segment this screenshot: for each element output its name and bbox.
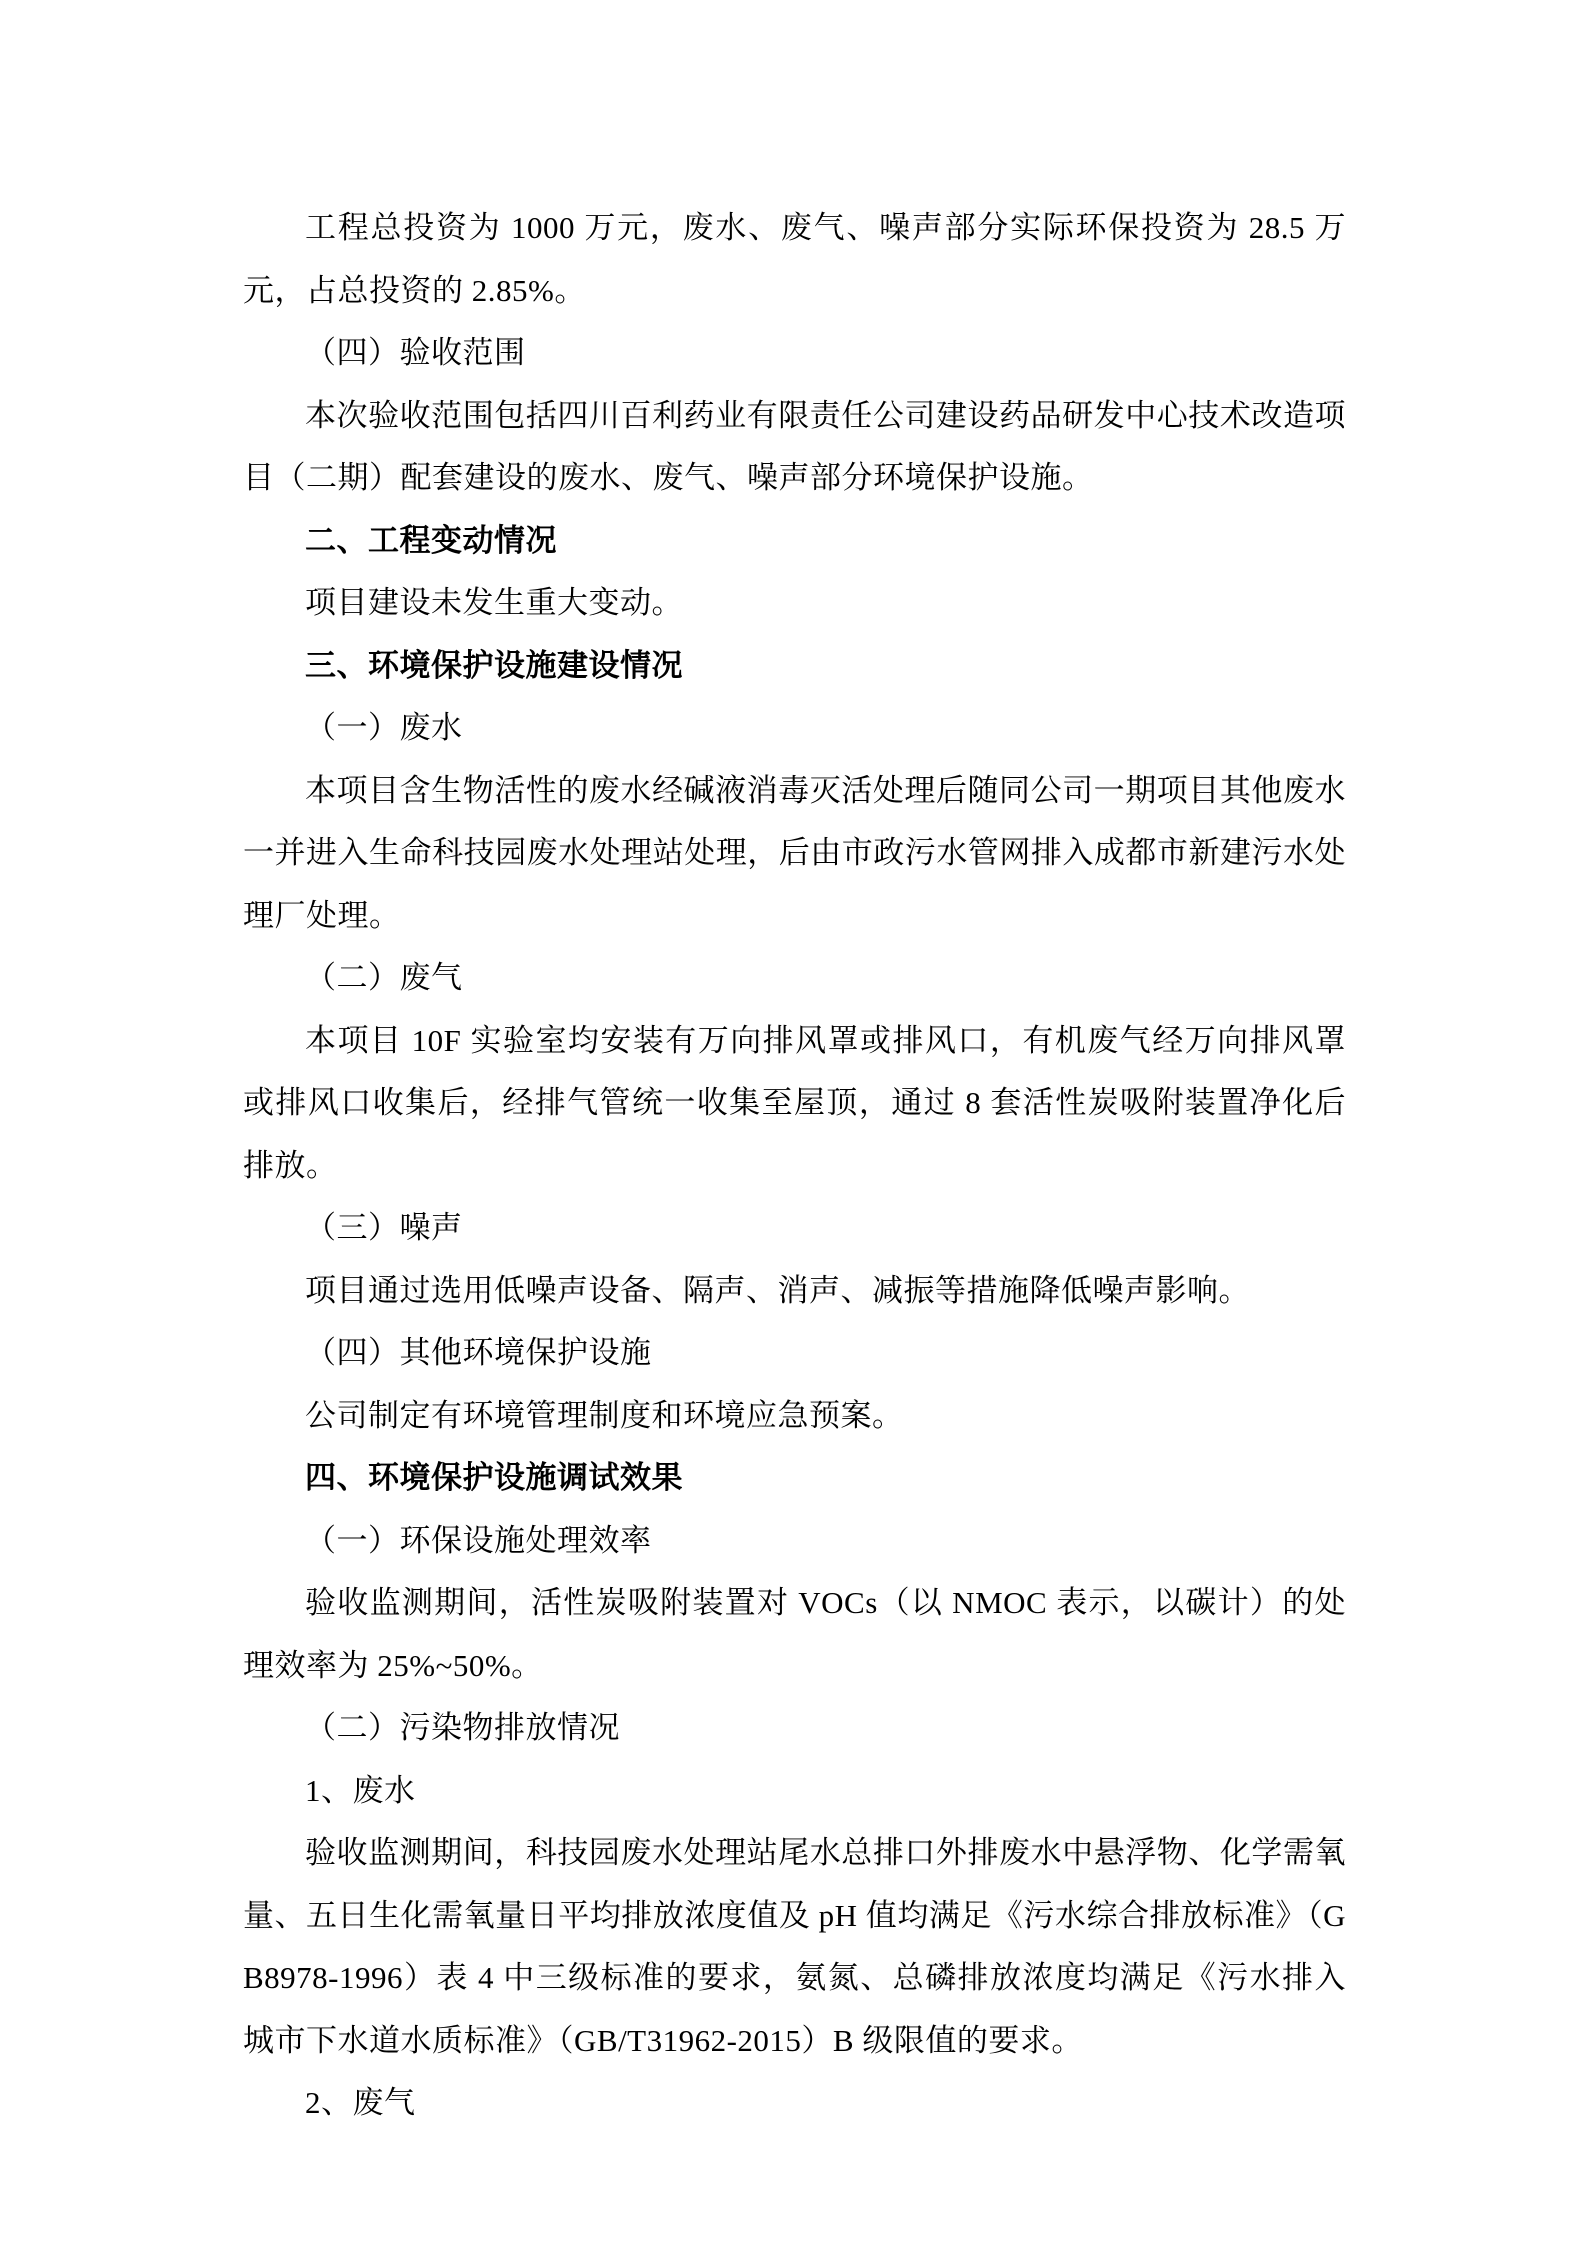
subheading-wastewater: （一）废水 — [305, 710, 463, 745]
paragraph-vocs-efficiency: 验收监测期间，活性炭吸附装置对 VOCs（以 NMOC 表示，以碳计）的处理效率为 25%~50%。 — [243, 1585, 1346, 1683]
subheading-other-env-facilities: （四）其他环境保护设施 — [305, 1335, 652, 1370]
paragraph-acceptance-scope: 本次验收范围包括四川百利药业有限责任公司建设药品研发中心技术改造项目（二期）配套建设的废水、废气、噪声部分环境保护设施。 — [243, 397, 1346, 495]
paragraph-no-major-changes: 项目建设未发生重大变动。 — [305, 585, 683, 620]
paragraph-env-management: 公司制定有环境管理制度和环境应急预案。 — [305, 1397, 904, 1433]
subheading-acceptance-scope: （四）验收范围 — [305, 335, 526, 370]
subheading-pollutant-discharge: （二）污染物排放情况 — [305, 1710, 620, 1745]
subheading-waste-gas-item: 2、废气 — [305, 2085, 416, 2120]
paragraph-waste-gas-treatment: 本项目 10F 实验室均安装有万向排风罩或排风口，有机废气经万向排风罩或排风口收集后，经排气管统一收集至屋顶，通过 8 套活性炭吸附装置净化后排放。 — [243, 1022, 1346, 1183]
paragraph-wastewater-monitoring: 验收监测期间，科技园废水处理站尾水总排口外排废水中悬浮物、化学需氧量、五日生化需氧量日平均排放浓度值及 pH 值均满足《污水综合排放标准》（GB8978-1996）表 4 中三级标准的要求，氨氮、总磷排放浓度均满足《污水排入城市下水道水质标准》（GB/T31962-2015）B 级限值的要求。 — [243, 1835, 1346, 2058]
section-heading-project-changes: 二、工程变动情况 — [305, 522, 557, 558]
paragraph-wastewater-treatment: 本项目含生物活性的废水经碱液消毒灭活处理后随同公司一期项目其他废水一并进入生命科技园废水处理站处理，后由市政污水管网排入成都市新建污水处理厂处理。 — [243, 772, 1346, 933]
subheading-wastewater-item: 1、废水 — [305, 1772, 416, 1808]
subheading-treatment-efficiency: （一）环保设施处理效率 — [305, 1522, 652, 1558]
subheading-waste-gas: （二）废气 — [305, 960, 463, 995]
paragraph-noise-measures: 项目通过选用低噪声设备、隔声、消声、减振等措施降低噪声影响。 — [305, 1272, 1250, 1308]
subheading-noise: （三）噪声 — [305, 1210, 463, 1245]
section-heading-env-facilities: 三、环境保护设施建设情况 — [305, 647, 683, 683]
section-heading-debug-results: 四、环境保护设施调试效果 — [305, 1460, 683, 1495]
document-body — [243, 197, 1346, 2135]
paragraph-investment: 工程总投资为 1000 万元，废水、废气、噪声部分实际环保投资为 28.5 万元，占总投资的 2.85%。 — [243, 210, 1346, 308]
